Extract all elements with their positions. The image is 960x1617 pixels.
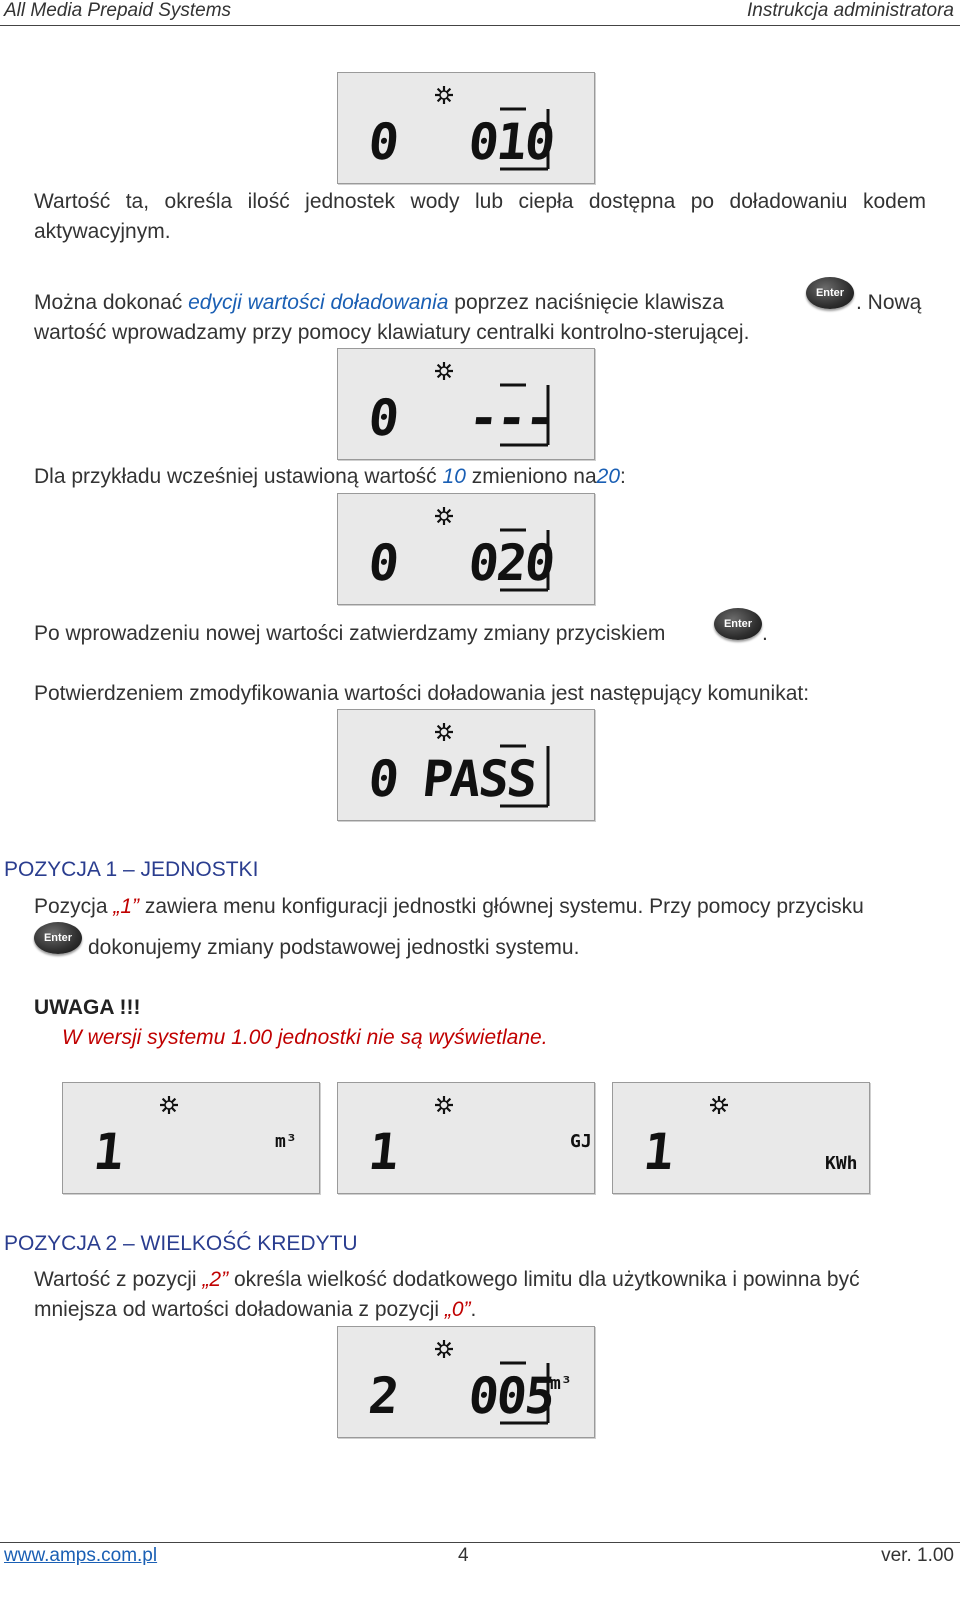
page-number: 4 <box>458 1545 469 1566</box>
enter-key-icon: Enter <box>806 277 854 309</box>
lcd-position-digit: 2 <box>365 1366 402 1425</box>
lcd-position-digit: 0 <box>365 388 402 447</box>
snowflake-icon <box>435 507 453 525</box>
lcd-svg-3 <box>338 494 596 606</box>
snowflake-icon <box>435 1096 453 1114</box>
para1-line2: aktywacyjnym. <box>34 220 171 243</box>
section2-rest: określa wielkość dodatkowego limitu dla użytkownika i powinna być <box>233 1268 860 1291</box>
para3-pre: Dla przykładu wcześniej ustawioną wartość <box>34 465 437 488</box>
warning-title: UWAGA !!! <box>34 996 141 1019</box>
para3-mid: zmieniono na <box>471 465 597 488</box>
section1-val: „1” <box>113 895 140 918</box>
lcd-svg-1 <box>338 73 596 185</box>
header-right: Instrukcja administratora <box>747 0 954 21</box>
section1-rest: zawiera menu konfiguracji jednostki głównej systemu. Przy pomocy przycisku <box>144 895 864 918</box>
lcd-unit: m³ <box>550 1373 572 1394</box>
para3-post: : <box>620 465 626 488</box>
warning-text: W wersji systemu 1.00 jednostki nie są wyświetlane. <box>62 1026 548 1049</box>
snowflake-icon <box>435 86 453 104</box>
lcd-svg-2 <box>338 349 596 461</box>
lcd-display-6 <box>337 1082 595 1194</box>
section1-pre: Pozycja <box>34 895 108 918</box>
snowflake-icon <box>160 1096 178 1114</box>
lcd-unit: KWh <box>825 1153 858 1174</box>
section2-val: „2” <box>202 1268 229 1291</box>
lcd-display-7 <box>612 1082 870 1194</box>
para4-post: . <box>762 622 768 645</box>
lcd-display-8 <box>337 1326 595 1438</box>
lcd-position-digit: 0 <box>365 749 402 808</box>
lcd-position-digit: 1 <box>365 1122 402 1181</box>
para3 <box>34 461 626 492</box>
section2-heading: POZYCJA 2 – WIELKOŚĆ KREDYTU <box>4 1232 358 1255</box>
enter-key-icon: Enter <box>34 922 82 954</box>
section1-line2: dokonujemy zmiany podstawowej jednostki systemu. <box>88 936 580 959</box>
lcd-display-1 <box>337 72 595 184</box>
lcd-svg-8 <box>338 1327 596 1439</box>
section2-val2: „0” <box>444 1298 471 1321</box>
lcd-svg-6 <box>338 1083 596 1195</box>
section2-line2pre: mniejsza od wartości doładowania z pozycji <box>34 1298 440 1321</box>
lcd-display-2 <box>337 348 595 460</box>
section1-heading: POZYCJA 1 – JEDNOSTKI <box>4 858 259 881</box>
old-value: 10 <box>442 465 466 488</box>
lcd-position-digit: 1 <box>640 1122 677 1181</box>
para5: Potwierdzeniem zmodyfikowania wartości doładowania jest następujący komunikat: <box>34 682 810 705</box>
header-left: All Media Prepaid Systems <box>4 0 232 21</box>
page-footer <box>0 1542 960 1566</box>
lcd-svg-4 <box>338 710 596 822</box>
para2-pre: Można dokonać <box>34 291 183 314</box>
para1-line1: Wartość ta, określa ilość jednostek wody lub ciepła dostępna po doładowaniu kodem <box>34 190 926 213</box>
page-header <box>0 0 960 26</box>
lcd-value: 005 <box>465 1366 557 1425</box>
lcd-svg-7 <box>613 1083 871 1195</box>
lcd-unit: m³ <box>275 1131 297 1152</box>
snowflake-icon <box>710 1096 728 1114</box>
new-value: 20 <box>596 465 620 488</box>
lcd-position-digit: 0 <box>365 533 402 592</box>
section1-line1 <box>34 891 864 922</box>
lcd-position-digit: 1 <box>90 1122 127 1181</box>
para2-post: . Nową <box>856 291 922 314</box>
lcd-value: 010 <box>465 112 557 171</box>
lcd-unit: GJ <box>570 1131 592 1152</box>
enter-key-icon: Enter <box>714 608 762 640</box>
snowflake-icon <box>435 362 453 380</box>
para2-line1 <box>34 287 926 318</box>
lcd-position-digit: 0 <box>365 112 402 171</box>
para2-mid: poprzez naciśnięcie klawisza <box>454 291 724 314</box>
para2-line2: wartość wprowadzamy przy pomocy klawiatury centralki kontrolno-sterującej. <box>34 321 750 344</box>
section2-line2post: . <box>470 1298 477 1321</box>
lcd-svg-5 <box>63 1083 321 1195</box>
section2-line2 <box>34 1294 476 1325</box>
para4: Po wprowadzeniu nowej wartości zatwierdzamy zmiany przyciskiem <box>34 622 666 645</box>
edit-value-link: edycji wartości doładowania <box>188 291 449 314</box>
snowflake-icon <box>435 1340 453 1358</box>
footer-link[interactable]: www.amps.com.pl <box>4 1545 158 1566</box>
section2-pre: Wartość z pozycji <box>34 1268 197 1291</box>
lcd-display-3 <box>337 493 595 605</box>
snowflake-icon <box>435 723 453 741</box>
lcd-value: 020 <box>465 533 557 592</box>
section2-line1 <box>34 1264 860 1295</box>
lcd-value: --- <box>465 388 557 447</box>
lcd-value: PASS <box>419 749 539 808</box>
lcd-display-5 <box>62 1082 320 1194</box>
footer-version: ver. 1.00 <box>881 1545 954 1566</box>
lcd-display-4 <box>337 709 595 821</box>
